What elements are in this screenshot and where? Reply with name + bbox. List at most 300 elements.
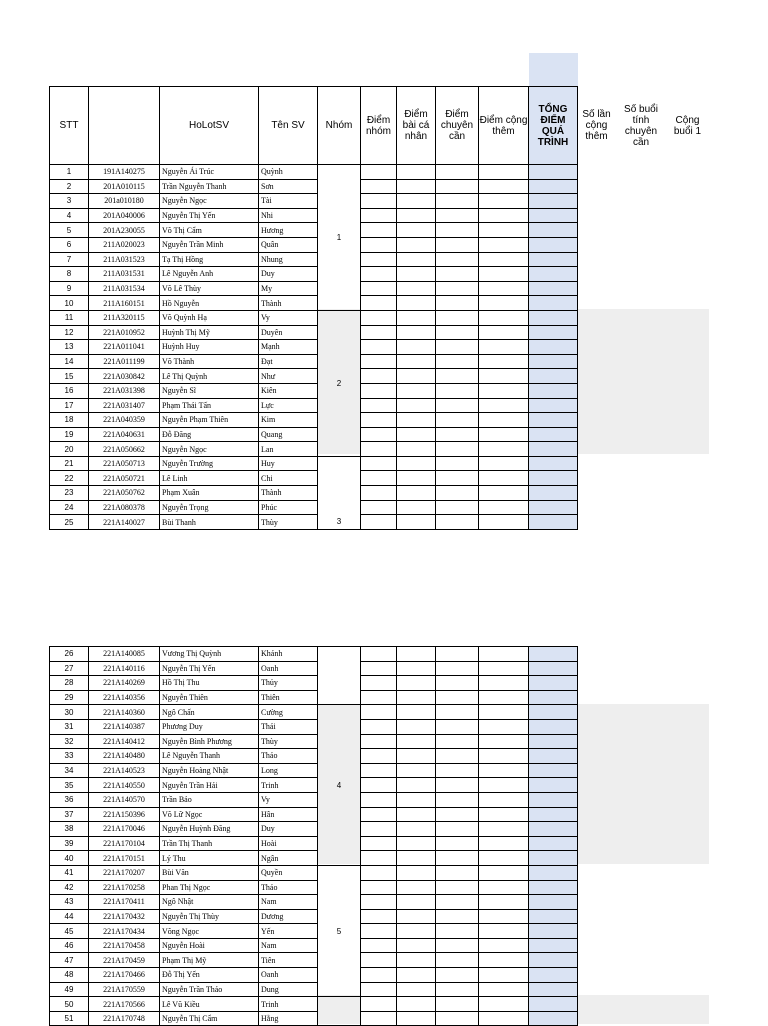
bonus-score-cell[interactable] xyxy=(479,208,529,223)
bonus-score-cell[interactable] xyxy=(479,456,529,471)
attendance-score-cell[interactable] xyxy=(436,223,479,238)
attendance-score-cell[interactable] xyxy=(436,865,479,880)
attendance-score-cell[interactable] xyxy=(436,822,479,837)
individual-score-cell[interactable] xyxy=(397,734,436,749)
individual-score-cell[interactable] xyxy=(397,398,436,413)
group-score-cell[interactable] xyxy=(361,924,397,939)
row-surname: Phạm Xuân xyxy=(160,486,259,501)
individual-score-cell[interactable] xyxy=(397,194,436,209)
total-score-cell[interactable] xyxy=(529,515,578,530)
bonus-score-cell[interactable] xyxy=(479,953,529,968)
attendance-score-cell[interactable] xyxy=(436,719,479,734)
row-student-id: 221A170411 xyxy=(89,895,160,910)
table-row xyxy=(50,486,709,501)
bonus-score-cell[interactable] xyxy=(479,413,529,428)
attendance-score-cell[interactable] xyxy=(436,924,479,939)
bonus-score-cell[interactable] xyxy=(479,997,529,1012)
group-score-cell[interactable] xyxy=(361,340,397,355)
row-first-name: Dung xyxy=(259,982,318,997)
individual-score-cell[interactable] xyxy=(397,953,436,968)
row-stt: 38 xyxy=(50,822,89,837)
individual-score-cell[interactable] xyxy=(397,924,436,939)
attendance-score-cell[interactable] xyxy=(436,690,479,705)
group-score-cell[interactable] xyxy=(361,997,397,1012)
group-score-cell[interactable] xyxy=(361,194,397,209)
group-score-cell[interactable] xyxy=(361,661,397,676)
attendance-score-cell[interactable] xyxy=(436,267,479,282)
total-score-cell[interactable] xyxy=(529,982,578,997)
group-score-cell[interactable] xyxy=(361,763,397,778)
attendance-score-cell[interactable] xyxy=(436,763,479,778)
table-row xyxy=(50,369,709,384)
attendance-score-cell[interactable] xyxy=(436,661,479,676)
bonus-score-cell[interactable] xyxy=(479,661,529,676)
header-attendance-score: Điểm chuyên cần xyxy=(436,87,479,165)
individual-score-cell[interactable] xyxy=(397,310,436,325)
individual-score-cell[interactable] xyxy=(397,865,436,880)
group-score-cell[interactable] xyxy=(361,953,397,968)
total-score-cell[interactable] xyxy=(529,778,578,793)
individual-score-cell[interactable] xyxy=(397,252,436,267)
row-surname: Trần Thị Thanh xyxy=(160,836,259,851)
bonus-score-cell[interactable] xyxy=(479,880,529,895)
attendance-score-cell[interactable] xyxy=(436,647,479,662)
total-score-cell[interactable] xyxy=(529,997,578,1012)
group-score-cell[interactable] xyxy=(361,413,397,428)
total-score-cell[interactable] xyxy=(529,252,578,267)
table-row xyxy=(50,924,578,939)
bonus-score-cell[interactable] xyxy=(479,383,529,398)
total-score-cell[interactable] xyxy=(529,383,578,398)
attendance-score-cell[interactable] xyxy=(436,354,479,369)
individual-score-cell[interactable] xyxy=(397,237,436,252)
attendance-score-cell[interactable] xyxy=(436,237,479,252)
individual-score-cell[interactable] xyxy=(397,807,436,822)
attendance-score-cell[interactable] xyxy=(436,807,479,822)
group-score-cell[interactable] xyxy=(361,179,397,194)
group-score-cell[interactable] xyxy=(361,938,397,953)
row-stt: 22 xyxy=(50,471,89,486)
bonus-score-cell[interactable] xyxy=(479,252,529,267)
row-first-name: Cường xyxy=(259,705,318,720)
total-score-cell[interactable] xyxy=(529,413,578,428)
bonus-score-cell[interactable] xyxy=(479,822,529,837)
individual-score-cell[interactable] xyxy=(397,340,436,355)
attendance-score-cell[interactable] xyxy=(436,778,479,793)
individual-score-cell[interactable] xyxy=(397,705,436,720)
total-score-cell[interactable] xyxy=(529,281,578,296)
total-score-cell[interactable] xyxy=(529,880,578,895)
attendance-score-cell[interactable] xyxy=(436,792,479,807)
group-score-cell[interactable] xyxy=(361,486,397,501)
individual-score-cell[interactable] xyxy=(397,354,436,369)
row-stt: 43 xyxy=(50,895,89,910)
total-score-cell[interactable] xyxy=(529,865,578,880)
bonus-score-cell[interactable] xyxy=(479,938,529,953)
row-student-id: 211A031531 xyxy=(89,267,160,282)
individual-score-cell[interactable] xyxy=(397,851,436,866)
total-score-cell[interactable] xyxy=(529,398,578,413)
attendance-score-cell[interactable] xyxy=(436,456,479,471)
group-score-cell[interactable] xyxy=(361,237,397,252)
group-score-cell[interactable] xyxy=(361,909,397,924)
total-score-cell[interactable] xyxy=(529,749,578,764)
group-score-cell[interactable] xyxy=(361,427,397,442)
row-surname: Đỗ Đăng xyxy=(160,427,259,442)
bonus-score-cell[interactable] xyxy=(479,179,529,194)
bonus-score-cell[interactable] xyxy=(479,310,529,325)
individual-score-cell[interactable] xyxy=(397,500,436,515)
bonus-score-cell[interactable] xyxy=(479,223,529,238)
bonus-score-cell[interactable] xyxy=(479,924,529,939)
bonus-score-cell[interactable] xyxy=(479,647,529,662)
attendance-score-cell[interactable] xyxy=(436,281,479,296)
total-score-cell[interactable] xyxy=(529,296,578,311)
total-score-cell[interactable] xyxy=(529,647,578,662)
attendance-score-cell[interactable] xyxy=(436,705,479,720)
total-score-cell[interactable] xyxy=(529,851,578,866)
total-score-cell[interactable] xyxy=(529,909,578,924)
total-score-cell[interactable] xyxy=(529,719,578,734)
group-score-cell[interactable] xyxy=(361,778,397,793)
individual-score-cell[interactable] xyxy=(397,719,436,734)
group-score-cell[interactable] xyxy=(361,982,397,997)
bonus-score-cell[interactable] xyxy=(479,237,529,252)
total-score-cell[interactable] xyxy=(529,705,578,720)
individual-score-cell[interactable] xyxy=(397,486,436,501)
row-first-name: Quang xyxy=(259,427,318,442)
group-score-cell[interactable] xyxy=(361,719,397,734)
total-score-cell[interactable] xyxy=(529,953,578,968)
group-score-cell[interactable] xyxy=(361,442,397,457)
row-stt: 27 xyxy=(50,661,89,676)
attendance-score-cell[interactable] xyxy=(436,909,479,924)
attendance-score-cell[interactable] xyxy=(436,734,479,749)
row-student-id: 221A170046 xyxy=(89,822,160,837)
individual-score-cell[interactable] xyxy=(397,223,436,238)
group-score-cell[interactable] xyxy=(361,354,397,369)
individual-score-cell[interactable] xyxy=(397,909,436,924)
group-score-cell[interactable] xyxy=(361,471,397,486)
individual-score-cell[interactable] xyxy=(397,647,436,662)
group-score-cell[interactable] xyxy=(361,676,397,691)
group-cell xyxy=(318,647,361,705)
bonus-score-cell[interactable] xyxy=(479,734,529,749)
total-score-cell[interactable] xyxy=(529,442,578,457)
group-score-cell[interactable] xyxy=(361,749,397,764)
group-score-cell[interactable] xyxy=(361,792,397,807)
individual-score-cell[interactable] xyxy=(397,383,436,398)
total-score-cell[interactable] xyxy=(529,895,578,910)
attendance-score-cell[interactable] xyxy=(436,427,479,442)
table-row xyxy=(50,690,578,705)
attendance-score-cell[interactable] xyxy=(436,982,479,997)
group-score-cell[interactable] xyxy=(361,296,397,311)
individual-score-cell[interactable] xyxy=(397,997,436,1012)
total-score-cell[interactable] xyxy=(529,763,578,778)
bonus-score-cell[interactable] xyxy=(479,500,529,515)
individual-score-cell[interactable] xyxy=(397,938,436,953)
row-student-id: 221A050762 xyxy=(89,486,160,501)
row-surname: Lê Thị Quỳnh xyxy=(160,369,259,384)
attendance-score-cell[interactable] xyxy=(436,179,479,194)
bonus-score-cell[interactable] xyxy=(479,792,529,807)
attendance-score-cell[interactable] xyxy=(436,398,479,413)
attendance-score-cell[interactable] xyxy=(436,194,479,209)
total-score-cell[interactable] xyxy=(529,427,578,442)
total-score-cell[interactable] xyxy=(529,354,578,369)
row-surname: Võ Quỳnh Hạ xyxy=(160,310,259,325)
attendance-score-cell[interactable] xyxy=(436,968,479,983)
individual-score-cell[interactable] xyxy=(397,369,436,384)
individual-score-cell[interactable] xyxy=(397,456,436,471)
individual-score-cell[interactable] xyxy=(397,968,436,983)
row-stt: 15 xyxy=(50,369,89,384)
group-score-cell[interactable] xyxy=(361,369,397,384)
group-score-cell[interactable] xyxy=(361,515,397,530)
bonus-score-cell[interactable] xyxy=(479,471,529,486)
row-stt: 47 xyxy=(50,953,89,968)
group-score-cell[interactable] xyxy=(361,851,397,866)
bonus-score-cell[interactable] xyxy=(479,296,529,311)
total-score-cell[interactable] xyxy=(529,456,578,471)
row-student-id: 221A170458 xyxy=(89,938,160,953)
row-first-name: Vy xyxy=(259,310,318,325)
individual-score-cell[interactable] xyxy=(397,442,436,457)
attendance-score-cell[interactable] xyxy=(436,515,479,530)
bonus-score-cell[interactable] xyxy=(479,690,529,705)
individual-score-cell[interactable] xyxy=(397,515,436,530)
bonus-score-cell[interactable] xyxy=(479,398,529,413)
row-stt: 17 xyxy=(50,398,89,413)
table-row xyxy=(50,647,578,662)
row-surname: Võng Ngọc xyxy=(160,924,259,939)
bonus-score-cell[interactable] xyxy=(479,340,529,355)
group-score-cell[interactable] xyxy=(361,252,397,267)
row-stt: 16 xyxy=(50,383,89,398)
row-surname: Nguyễn Ngọc xyxy=(160,194,259,209)
total-score-cell[interactable] xyxy=(529,500,578,515)
individual-score-cell[interactable] xyxy=(397,179,436,194)
total-score-cell[interactable] xyxy=(529,471,578,486)
bonus-score-cell[interactable] xyxy=(479,807,529,822)
group-score-cell[interactable] xyxy=(361,807,397,822)
total-score-cell[interactable] xyxy=(529,369,578,384)
individual-score-cell[interactable] xyxy=(397,792,436,807)
attendance-score-cell[interactable] xyxy=(436,165,479,180)
bonus-score-cell[interactable] xyxy=(479,763,529,778)
individual-score-cell[interactable] xyxy=(397,676,436,691)
row-student-id: 221A140523 xyxy=(89,763,160,778)
attendance-score-cell[interactable] xyxy=(436,325,479,340)
group-score-cell[interactable] xyxy=(361,398,397,413)
row-first-name: Thảo xyxy=(259,749,318,764)
row-stt: 45 xyxy=(50,924,89,939)
total-score-cell[interactable] xyxy=(529,179,578,194)
row-student-id: 221A170207 xyxy=(89,865,160,880)
group-score-cell[interactable] xyxy=(361,223,397,238)
bonus-score-cell[interactable] xyxy=(479,909,529,924)
row-surname: Lý Thu xyxy=(160,851,259,866)
attendance-score-cell[interactable] xyxy=(436,208,479,223)
individual-score-cell[interactable] xyxy=(397,165,436,180)
individual-score-cell[interactable] xyxy=(397,427,436,442)
total-score-cell[interactable] xyxy=(529,310,578,325)
group-score-cell[interactable] xyxy=(361,895,397,910)
bonus-score-cell[interactable] xyxy=(479,719,529,734)
group-score-cell[interactable] xyxy=(361,705,397,720)
row-surname: Nguyễn Thị Yến xyxy=(160,661,259,676)
bonus-score-cell[interactable] xyxy=(479,354,529,369)
individual-score-cell[interactable] xyxy=(397,749,436,764)
individual-score-cell[interactable] xyxy=(397,763,436,778)
group-score-cell[interactable] xyxy=(361,880,397,895)
total-score-cell[interactable] xyxy=(529,938,578,953)
group-score-cell[interactable] xyxy=(361,456,397,471)
bonus-score-cell[interactable] xyxy=(479,194,529,209)
attendance-score-cell[interactable] xyxy=(436,500,479,515)
total-score-cell[interactable] xyxy=(529,807,578,822)
individual-score-cell[interactable] xyxy=(397,661,436,676)
individual-score-cell[interactable] xyxy=(397,281,436,296)
row-stt: 31 xyxy=(50,719,89,734)
bonus-score-cell[interactable] xyxy=(479,778,529,793)
row-first-name: Kim xyxy=(259,413,318,428)
table-row xyxy=(50,909,578,924)
individual-score-cell[interactable] xyxy=(397,471,436,486)
total-score-cell[interactable] xyxy=(529,792,578,807)
row-stt: 30 xyxy=(50,705,89,720)
row-first-name: Kiên xyxy=(259,383,318,398)
bonus-score-cell[interactable] xyxy=(479,836,529,851)
group-score-cell[interactable] xyxy=(361,836,397,851)
bonus-score-cell[interactable] xyxy=(479,705,529,720)
attendance-score-cell[interactable] xyxy=(436,310,479,325)
bonus-score-cell[interactable] xyxy=(479,165,529,180)
bonus-score-cell[interactable] xyxy=(479,267,529,282)
group-score-cell[interactable] xyxy=(361,267,397,282)
attendance-score-cell[interactable] xyxy=(436,413,479,428)
row-stt: 5 xyxy=(50,223,89,238)
attendance-score-cell[interactable] xyxy=(436,252,479,267)
total-score-cell[interactable] xyxy=(529,968,578,983)
individual-score-cell[interactable] xyxy=(397,778,436,793)
bonus-score-cell[interactable] xyxy=(479,982,529,997)
bonus-score-cell[interactable] xyxy=(479,865,529,880)
total-score-cell[interactable] xyxy=(529,208,578,223)
group-score-cell[interactable] xyxy=(361,734,397,749)
group-score-cell[interactable] xyxy=(361,208,397,223)
attendance-score-cell[interactable] xyxy=(436,997,479,1012)
individual-score-cell[interactable] xyxy=(397,982,436,997)
total-score-cell[interactable] xyxy=(529,486,578,501)
individual-score-cell[interactable] xyxy=(397,413,436,428)
attendance-score-cell[interactable] xyxy=(436,471,479,486)
group-score-cell[interactable] xyxy=(361,310,397,325)
group-score-cell[interactable] xyxy=(361,500,397,515)
individual-score-cell[interactable] xyxy=(397,690,436,705)
bonus-score-cell[interactable] xyxy=(479,895,529,910)
attendance-score-cell[interactable] xyxy=(436,383,479,398)
row-student-id: 211A031534 xyxy=(89,281,160,296)
individual-score-cell[interactable] xyxy=(397,836,436,851)
bonus-score-cell[interactable] xyxy=(479,851,529,866)
individual-score-cell[interactable] xyxy=(397,880,436,895)
individual-score-cell[interactable] xyxy=(397,822,436,837)
individual-score-cell[interactable] xyxy=(397,208,436,223)
row-surname: Nguyễn Ái Trúc xyxy=(160,165,259,180)
group-score-cell[interactable] xyxy=(361,690,397,705)
total-score-cell[interactable] xyxy=(529,822,578,837)
total-score-cell[interactable] xyxy=(529,165,578,180)
total-score-cell[interactable] xyxy=(529,661,578,676)
bonus-score-cell[interactable] xyxy=(479,749,529,764)
individual-score-cell[interactable] xyxy=(397,895,436,910)
bonus-score-cell[interactable] xyxy=(479,281,529,296)
total-score-cell[interactable] xyxy=(529,267,578,282)
attendance-score-cell[interactable] xyxy=(436,836,479,851)
bonus-score-cell[interactable] xyxy=(479,427,529,442)
attendance-score-cell[interactable] xyxy=(436,953,479,968)
bonus-score-cell[interactable] xyxy=(479,369,529,384)
individual-score-cell[interactable] xyxy=(397,267,436,282)
group-cell: 4 xyxy=(318,705,361,866)
table-row xyxy=(50,354,709,369)
bonus-score-cell[interactable] xyxy=(479,442,529,457)
individual-score-cell[interactable] xyxy=(397,296,436,311)
group-score-cell[interactable] xyxy=(361,865,397,880)
total-score-cell[interactable] xyxy=(529,836,578,851)
group-score-cell[interactable] xyxy=(361,822,397,837)
attendance-score-cell[interactable] xyxy=(436,895,479,910)
group-score-cell[interactable] xyxy=(361,165,397,180)
group-score-cell[interactable] xyxy=(361,647,397,662)
bonus-score-cell[interactable] xyxy=(479,676,529,691)
total-score-cell[interactable] xyxy=(529,223,578,238)
attendance-score-cell[interactable] xyxy=(436,442,479,457)
total-score-cell[interactable] xyxy=(529,325,578,340)
total-score-cell[interactable] xyxy=(529,924,578,939)
total-score-cell[interactable] xyxy=(529,734,578,749)
bonus-score-cell[interactable] xyxy=(479,515,529,530)
individual-score-cell[interactable] xyxy=(397,325,436,340)
attendance-score-cell[interactable] xyxy=(436,938,479,953)
attendance-score-cell[interactable] xyxy=(436,369,479,384)
total-score-cell[interactable] xyxy=(529,194,578,209)
table-row xyxy=(50,267,709,282)
attendance-score-cell[interactable] xyxy=(436,880,479,895)
table-row xyxy=(50,938,578,953)
bonus-score-cell[interactable] xyxy=(479,968,529,983)
attendance-score-cell[interactable] xyxy=(436,676,479,691)
attendance-score-cell[interactable] xyxy=(436,296,479,311)
bonus-score-cell[interactable] xyxy=(479,486,529,501)
total-score-cell[interactable] xyxy=(529,676,578,691)
row-first-name: My xyxy=(259,281,318,296)
total-score-cell[interactable] xyxy=(529,690,578,705)
total-score-cell[interactable] xyxy=(529,237,578,252)
attendance-score-cell[interactable] xyxy=(436,851,479,866)
bonus-score-cell[interactable] xyxy=(479,325,529,340)
attendance-score-cell[interactable] xyxy=(436,486,479,501)
group-score-cell[interactable] xyxy=(361,383,397,398)
group-score-cell[interactable] xyxy=(361,968,397,983)
group-score-cell[interactable] xyxy=(361,281,397,296)
group-score-cell[interactable] xyxy=(361,325,397,340)
attendance-score-cell[interactable] xyxy=(436,749,479,764)
total-score-cell[interactable] xyxy=(529,340,578,355)
attendance-score-cell[interactable] xyxy=(436,340,479,355)
